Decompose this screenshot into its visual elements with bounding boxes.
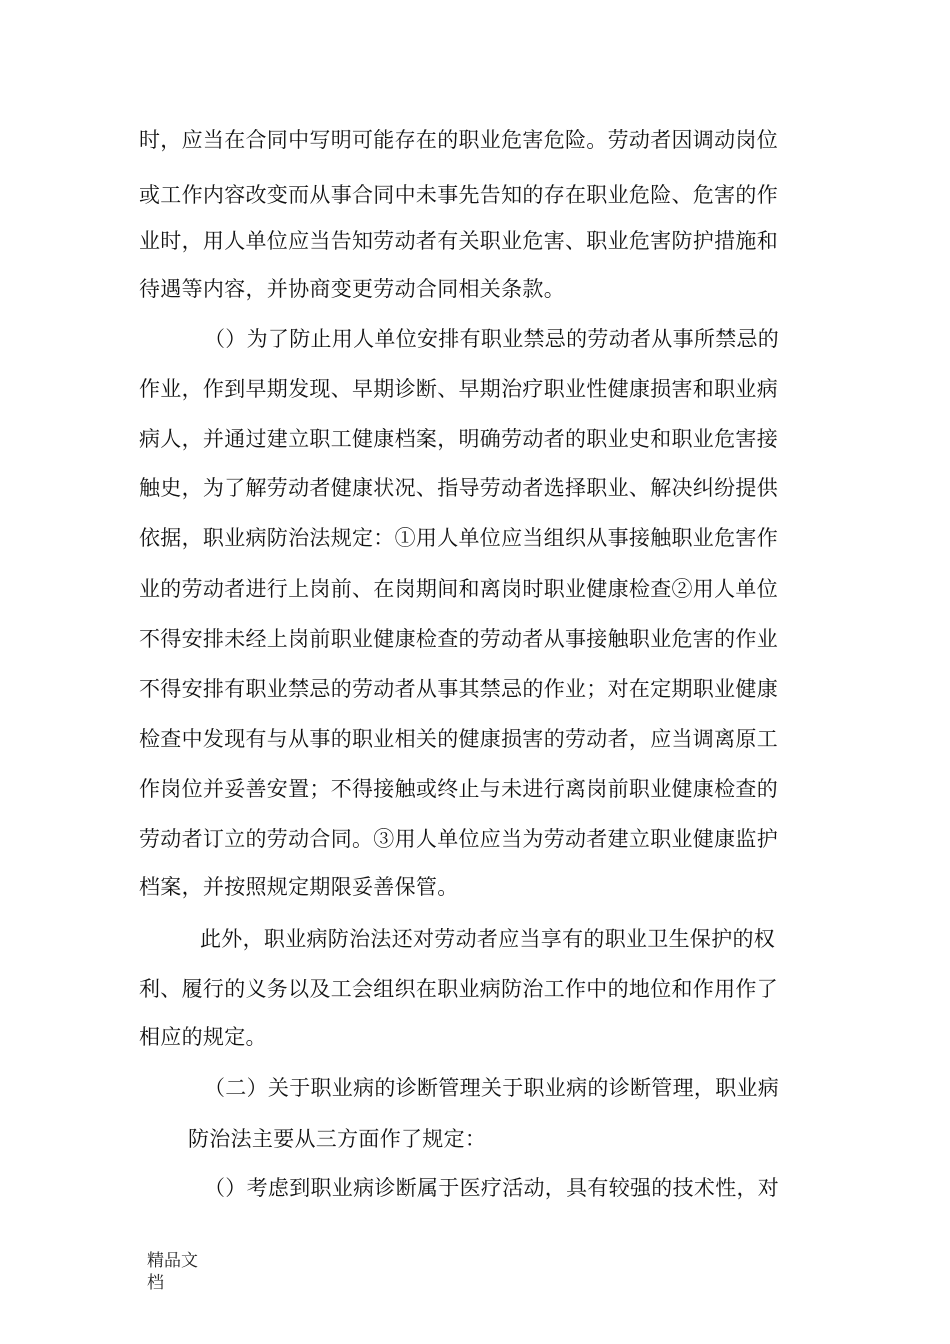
text-line: 相应的规定。 xyxy=(139,1025,267,1049)
text-line: （）考虑到职业病诊断属于医疗活动，具有较强的技术性，对 xyxy=(204,1176,780,1200)
text-line: 防治法主要从三方面作了规定： xyxy=(188,1127,487,1151)
text-line: （二）关于职业病的诊断管理关于职业病的诊断管理，职业病 xyxy=(204,1076,780,1100)
text-line: 待遇等内容，并协商变更劳动合同相关条款。 xyxy=(139,277,565,301)
text-line: （）为了防止用人单位安排有职业禁忌的劳动者从事所禁忌的 xyxy=(204,327,780,351)
text-line: 病人，并通过建立职工健康档案，明确劳动者的职业史和职业危害接 xyxy=(139,427,778,451)
text-line: 时，应当在合同中写明可能存在的职业危害危险。劳动者因调动岗位 xyxy=(139,128,778,152)
text-line: 或工作内容改变而从事合同中未事先告知的存在职业危险、危害的作 xyxy=(139,183,778,207)
footer-line-2: 档 xyxy=(147,1273,164,1293)
text-line: 档案，并按照规定期限妥善保管。 xyxy=(139,875,459,899)
footer-line-1: 精品文 xyxy=(147,1251,198,1271)
text-line: 触史，为了解劳动者健康状况、指导劳动者选择职业、解决纠纷提供 xyxy=(139,476,778,500)
text-line: 业的劳动者进行上岗前、在岗期间和离岗时职业健康检查②用人单位 xyxy=(139,577,778,601)
text-line: 作岗位并妥善安置；不得接触或终止与未进行离岗前职业健康检查的 xyxy=(139,777,778,801)
footer-watermark-text xyxy=(147,1250,198,1294)
text-line: 作业，作到早期发现、早期诊断、早期治疗职业性健康损害和职业病 xyxy=(139,377,778,401)
text-line: 不得安排有职业禁忌的劳动者从事其禁忌的作业；对在定期职业健康 xyxy=(139,677,778,701)
text-line: 此外，职业病防治法还对劳动者应当享有的职业卫生保护的权 xyxy=(200,927,776,951)
text-line: 业时，用人单位应当告知劳动者有关职业危害、职业危害防护措施和 xyxy=(139,229,778,253)
text-line: 利、履行的义务以及工会组织在职业病防治工作中的地位和作用作了 xyxy=(139,977,778,1001)
text-line: 不得安排未经上岗前职业健康检查的劳动者从事接触职业危害的作业 xyxy=(139,627,778,651)
text-line: 劳动者订立的劳动合同。③用人单位应当为劳动者建立职业健康监护 xyxy=(139,827,778,851)
text-line: 依据，职业病防治法规定：①用人单位应当组织从事接触职业危害作 xyxy=(139,526,778,550)
text-line: 检查中发现有与从事的职业相关的健康损害的劳动者，应当调离原工 xyxy=(139,727,778,751)
